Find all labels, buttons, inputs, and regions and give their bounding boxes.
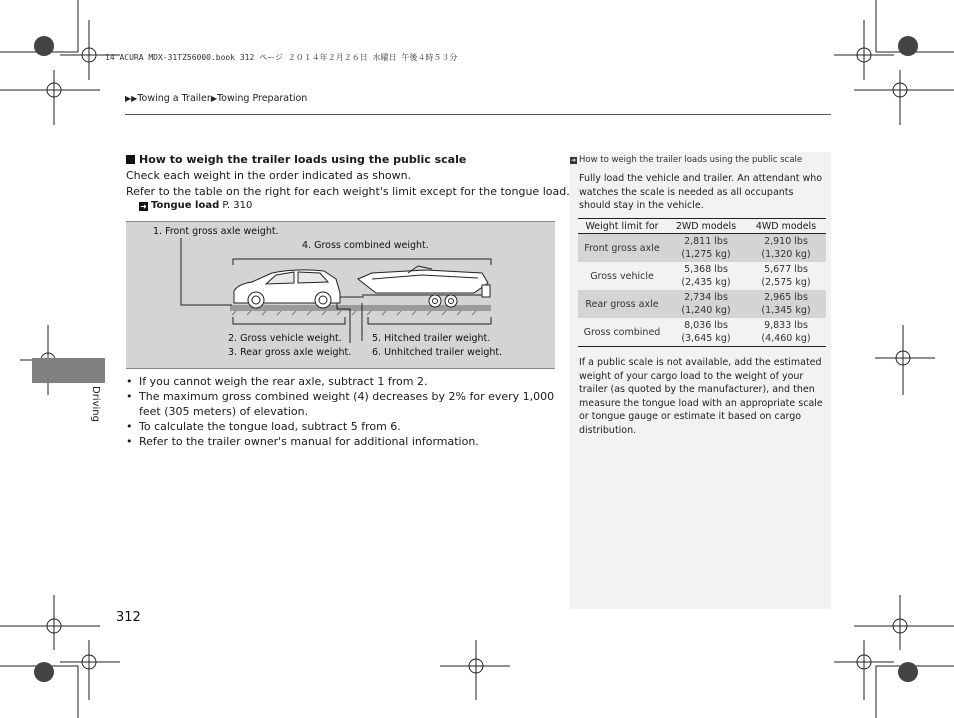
bracket-gross-vehicle — [233, 317, 345, 324]
breadcrumb — [125, 93, 307, 104]
leader-front-axle — [181, 238, 232, 305]
page-number: 312 — [116, 610, 141, 625]
table-cell — [666, 290, 746, 318]
table-header: 4WD models — [746, 219, 826, 234]
table-header: Weight limit for — [578, 219, 666, 234]
table-header-row — [578, 219, 826, 234]
table-row — [578, 318, 826, 347]
value-lbs: 2,965 lbs — [764, 292, 808, 303]
value-lbs: 2,811 lbs — [684, 236, 728, 247]
section-title — [126, 153, 466, 166]
value-kg: (1,275 kg) — [681, 249, 731, 260]
value-kg: (1,320 kg) — [761, 249, 811, 260]
bullet-item: • To calculate the tongue load, subtract 5 from 6. — [126, 419, 556, 434]
breadcrumb-arrows: ▶▶ — [125, 94, 138, 103]
value-kg: (3,645 kg) — [681, 333, 731, 344]
label-hitched-trailer: 5. Hitched trailer weight. — [372, 333, 491, 344]
side-panel-note: If a public scale is not available, add the estimated weight of your cargo load to the weight of your trailer (as quoted by the manufacturer), and then measure the tongue load with an appropriate scale or tongue gauge or estimate it based on cargo distribution. — [579, 357, 823, 436]
breadcrumb-item-towing-a-trailer[interactable]: Towing a Trailer — [137, 93, 211, 104]
section-para-2: Refer to the table on the right for each weight's limit except for the tongue load. — [126, 185, 570, 198]
table-row — [578, 290, 826, 318]
file-header: 14 ACURA MDX-31TZ56000.book 312 ページ ２０１４年２月２６日 水曜日 午後４時５３分 — [105, 53, 458, 62]
bullet-item: • If you cannot weigh the rear axle, subtract 1 from 2. — [126, 374, 556, 389]
table-cell-label: Rear gross axle — [578, 290, 666, 318]
label-unhitched-trailer: 6. Unhitched trailer weight. — [372, 347, 503, 358]
table-cell — [746, 290, 826, 318]
value-kg: (2,575 kg) — [761, 277, 811, 288]
value-lbs: 5,368 lbs — [684, 264, 728, 275]
table-cell — [746, 262, 826, 290]
side-tab-label: Driving — [90, 386, 101, 422]
breadcrumb-item-towing-preparation[interactable]: Towing Preparation — [216, 93, 308, 104]
side-panel-title — [570, 155, 802, 165]
label-rear-gross-axle: 3. Rear gross axle weight. — [228, 347, 352, 358]
value-lbs: 2,910 lbs — [764, 236, 808, 247]
table-cell — [746, 234, 826, 263]
value-lbs: 8,036 lbs — [684, 320, 728, 331]
table-cell-label: Gross combined — [578, 318, 666, 347]
side-panel-intro: Fully load the vehicle and trailer. An attendant who watches the scale is needed as all occupants should stay in the vehicle. — [579, 173, 823, 211]
value-lbs: 9,833 lbs — [764, 320, 808, 331]
value-lbs: 2,734 lbs — [684, 292, 728, 303]
bullet-item: • Refer to the trailer owner's manual for additional information. — [126, 434, 556, 449]
bracket-gross-combined — [233, 259, 491, 265]
header-rule — [125, 114, 831, 115]
table-cell — [666, 262, 746, 290]
boat-trailer-illustration — [340, 266, 490, 307]
xref-page: P. 310 — [222, 200, 253, 211]
xref-label[interactable]: Tongue load — [151, 200, 220, 211]
table-cell — [746, 318, 826, 347]
table-cell — [666, 234, 746, 263]
section-title-text: How to weigh the trailer loads using the public scale — [139, 153, 467, 166]
value-lbs: 5,677 lbs — [764, 264, 808, 275]
table-row — [578, 262, 826, 290]
table-cell — [666, 318, 746, 347]
bullet-list — [126, 374, 556, 449]
bullet-item: • The maximum gross combined weight (4) decreases by 2% for every 1,000 feet (305 meters) of elevation. — [126, 389, 556, 419]
label-gross-combined: 4. Gross combined weight. — [302, 240, 429, 251]
value-kg: (2,435 kg) — [681, 277, 731, 288]
value-kg: (1,345 kg) — [761, 305, 811, 316]
panel-arrow-icon: ➜ — [570, 157, 577, 164]
bracket-hitched-trailer — [368, 317, 491, 324]
section-para-1: Check each weight in the order indicated as shown. — [126, 169, 412, 182]
value-kg: (4,460 kg) — [761, 333, 811, 344]
breadcrumb-separator: ▶ — [210, 94, 217, 103]
xref-arrow-icon: ➜ — [140, 202, 147, 211]
suv-illustration — [234, 270, 340, 308]
table-header: 2WD models — [666, 219, 746, 234]
weight-limit-table — [578, 218, 826, 347]
table-cell-label: Gross vehicle — [590, 270, 654, 282]
side-panel-title-text: How to weigh the trailer loads using the public scale — [579, 155, 803, 165]
side-tab — [32, 358, 105, 383]
label-front-gross-axle: 1. Front gross axle weight. — [153, 226, 279, 237]
table-row — [578, 234, 826, 263]
label-gross-vehicle: 2. Gross vehicle weight. — [228, 333, 342, 344]
value-kg: (1,240 kg) — [681, 305, 731, 316]
xref-tongue-load[interactable] — [139, 200, 252, 211]
square-bullet-icon — [126, 155, 135, 164]
table-cell-label: Front gross axle — [578, 234, 666, 263]
